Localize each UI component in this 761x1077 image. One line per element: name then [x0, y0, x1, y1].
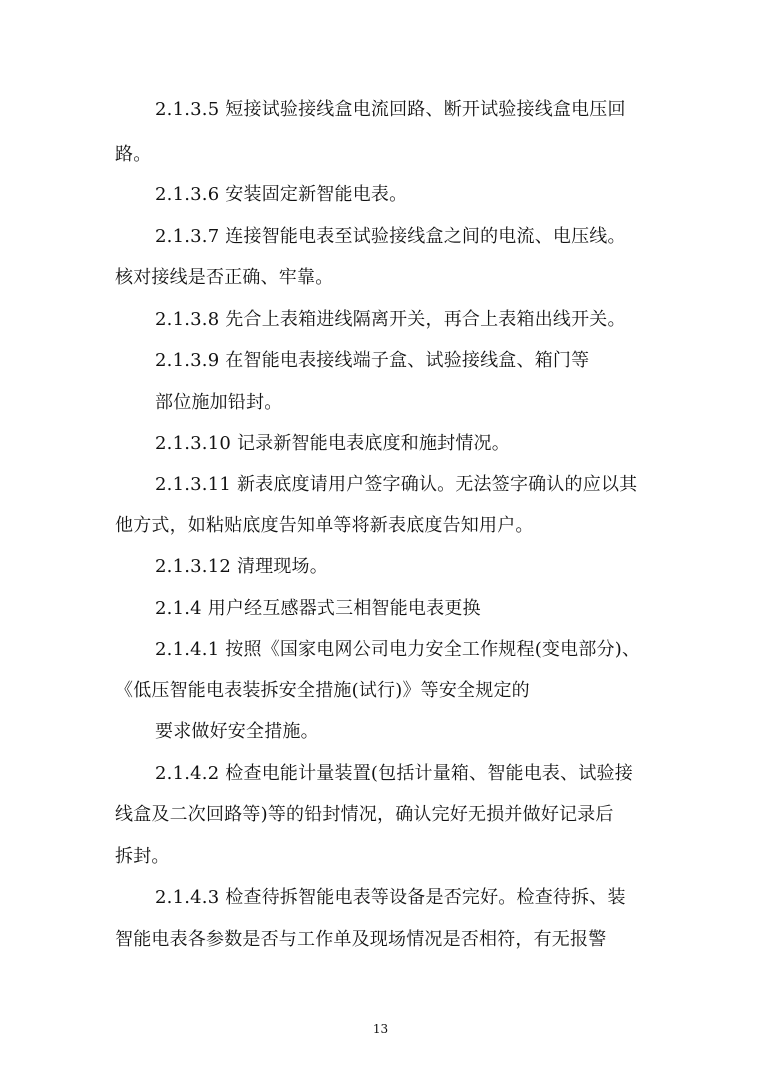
- text-line: 他方式，如粘贴底度告知单等将新表底度告知用户。: [115, 515, 534, 536]
- text-line: 2.1.4 用户经互感器式三相智能电表更换: [155, 598, 481, 619]
- text-line: 要求做好安全措施。: [155, 721, 319, 742]
- text-line: 2.1.3.6 安装固定新智能电表。: [155, 184, 408, 205]
- text-line: 2.1.3.10 记录新智能电表底度和施封情况。: [155, 433, 510, 454]
- text-line: 拆封。: [115, 846, 170, 867]
- text-line: 部位施加铅封。: [155, 392, 283, 413]
- text-line: 智能电表各参数是否与工作单及现场情况是否相符，有无报警: [115, 929, 607, 950]
- text-line: 2.1.4.1 按照《国家电网公司电力安全工作规程(变电部分)、: [155, 639, 641, 660]
- page-number: 13: [372, 1022, 389, 1036]
- text-line: 2.1.3.8 先合上表箱进线隔离开关，再合上表箱出线开关。: [155, 309, 626, 330]
- text-line: 2.1.3.11 新表底度请用户签字确认。无法签字确认的应以其: [155, 474, 638, 495]
- text-line: 2.1.3.9 在智能电表接线端子盒、试验接线盒、箱门等: [155, 350, 590, 371]
- text-line: 2.1.3.7 连接智能电表至试验接线盒之间的电流、电压线。: [155, 226, 626, 247]
- text-line: 2.1.4.2 检查电能计量装置(包括计量箱、智能电表、试验接: [155, 763, 633, 784]
- text-line: 核对接线是否正确、牢靠。: [115, 267, 334, 288]
- text-line: 《低压智能电表装拆安全措施(试行)》等安全规定的: [115, 680, 530, 701]
- text-line: 线盒及二次回路等)等的铅封情况，确认完好无损并做好记录后: [115, 804, 614, 825]
- text-line: 2.1.3.5 短接试验接线盒电流回路、断开试验接线盒电压回: [155, 99, 626, 120]
- text-line: 2.1.4.3 检查待拆智能电表等设备是否完好。检查待拆、装: [155, 887, 626, 908]
- text-line: 路。: [115, 144, 152, 165]
- text-line: 2.1.3.12 清理现场。: [155, 556, 328, 577]
